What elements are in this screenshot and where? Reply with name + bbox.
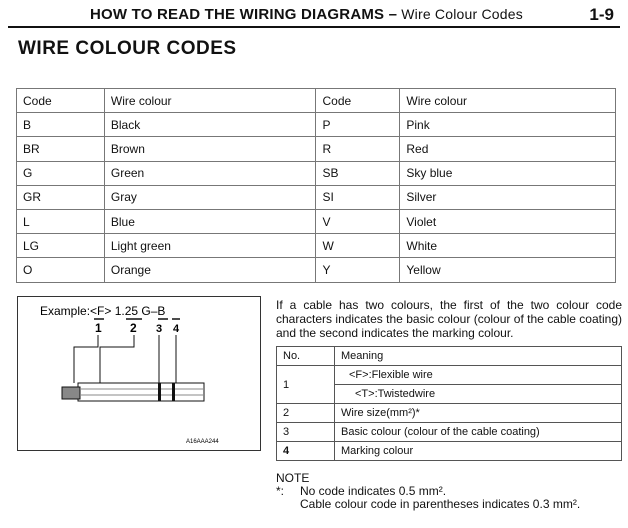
wire-example-diagram: [17, 296, 261, 451]
code-cell: L: [17, 209, 105, 233]
section-title: WIRE COLOUR CODES: [18, 38, 237, 59]
colour-cell: Black: [104, 113, 316, 137]
header-title: HOW TO READ THE WIRING DIAGRAMS – Wire Colour Codes: [90, 6, 523, 23]
note-asterisk: *:: [276, 484, 285, 498]
note-line-1: [276, 485, 622, 498]
code-cell: LG: [17, 234, 105, 258]
table-row: [17, 161, 616, 185]
colour-cell: White: [400, 234, 616, 258]
table-row: [17, 209, 616, 233]
header-cell: Wire colour: [104, 89, 316, 113]
wire-colour-table: [16, 88, 616, 283]
header-cell: Code: [316, 89, 400, 113]
code-cell: G: [17, 161, 105, 185]
table-row: [277, 404, 622, 423]
callout-4: 4: [173, 323, 180, 335]
table-row: [17, 234, 616, 258]
colour-cell: Light green: [104, 234, 316, 258]
number-cell: 3: [277, 423, 335, 442]
code-cell: BR: [17, 137, 105, 161]
meaning-cell: Marking colour: [335, 442, 622, 461]
number-cell: 4: [277, 442, 335, 461]
wire-illustration: [18, 297, 262, 452]
header-cell: Meaning: [335, 347, 622, 366]
code-cell: R: [316, 137, 400, 161]
colour-cell: Silver: [400, 185, 616, 209]
number-cell: 1: [277, 366, 335, 404]
meaning-table: [276, 346, 622, 461]
note-line-2: Cable colour code in parentheses indicates 0.3 mm².: [300, 497, 581, 511]
note-title: NOTE: [276, 471, 310, 485]
colour-cell: Orange: [104, 258, 316, 282]
table-row: [17, 137, 616, 161]
meaning-cell: <F>:Flexible wire: [335, 366, 622, 385]
callout-2: 2: [130, 321, 137, 335]
note-text-1: No code indicates 0.5 mm².: [300, 484, 447, 498]
number-cell: 2: [277, 404, 335, 423]
code-cell: Y: [316, 258, 400, 282]
example-label: Example:<F> 1.25 G–B: [40, 304, 166, 318]
meaning-cell: <T>:Twistedwire: [335, 385, 622, 404]
page-header: [8, 2, 620, 28]
description-paragraph: If a cable has two colours, the first of the two colour code characters indicates the basic colour (colour of the cable coating) and the second indicates the marking colour.: [276, 298, 622, 340]
callout-3: 3: [156, 323, 163, 335]
code-cell: GR: [17, 185, 105, 209]
table-row: [17, 185, 616, 209]
callout-1: 1: [95, 321, 102, 335]
code-cell: W: [316, 234, 400, 258]
colour-cell: Sky blue: [400, 161, 616, 185]
colour-cell: Pink: [400, 113, 616, 137]
table-row: [17, 113, 616, 137]
table-header-row: [17, 89, 616, 113]
table-row: [277, 423, 622, 442]
colour-cell: Red: [400, 137, 616, 161]
table-row: [277, 366, 622, 385]
colour-cell: Violet: [400, 209, 616, 233]
colour-cell: Green: [104, 161, 316, 185]
code-cell: SB: [316, 161, 400, 185]
colour-cell: Yellow: [400, 258, 616, 282]
meaning-cell: Basic colour (colour of the cable coating): [335, 423, 622, 442]
colour-cell: Blue: [104, 209, 316, 233]
figure-code: A16AAA244: [186, 439, 219, 445]
table-row: [277, 442, 622, 461]
header-cell: Wire colour: [400, 89, 616, 113]
note-block: [276, 472, 622, 511]
code-cell: SI: [316, 185, 400, 209]
code-cell: B: [17, 113, 105, 137]
code-cell: P: [316, 113, 400, 137]
table-row: [17, 258, 616, 282]
code-cell: O: [17, 258, 105, 282]
header-cell: Code: [17, 89, 105, 113]
table-header-row: [277, 347, 622, 366]
code-cell: V: [316, 209, 400, 233]
page-number: 1-9: [589, 5, 614, 24]
colour-cell: Gray: [104, 185, 316, 209]
meaning-cell: Wire size(mm²)*: [335, 404, 622, 423]
colour-cell: Brown: [104, 137, 316, 161]
header-cell: No.: [277, 347, 335, 366]
